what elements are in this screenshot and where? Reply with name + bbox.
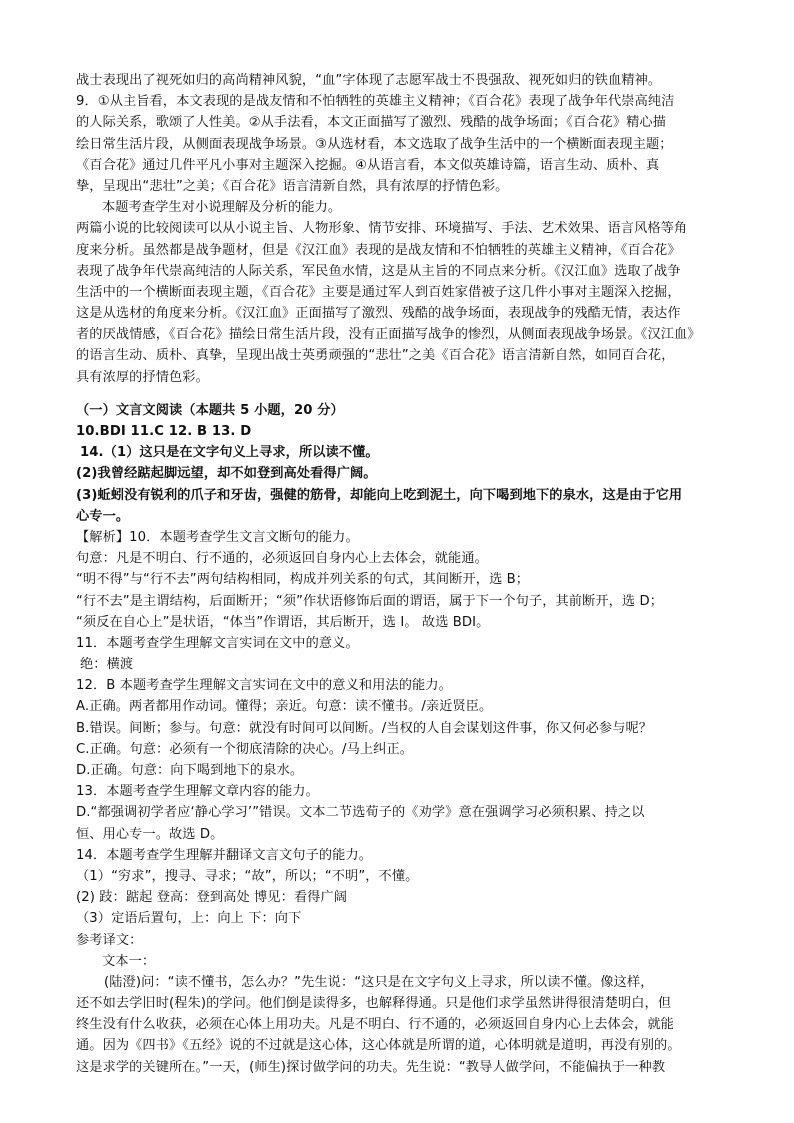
text-line: “须反在自心上”是状语，“体当”作谓语，其后断开，选 I。 故选 BDI。 — [76, 614, 490, 630]
text-line: 13．本题考查学生理解文章内容的能力。 — [76, 784, 319, 800]
text-line: 者的厌战情感，《百合花》描绘日常生活片段，没有正面描写战争的惨烈，从侧面表现战争场景。《汉江血》 — [76, 327, 701, 343]
text-line: D.“都强调初学者应‘静心学习’”错误。文本二节选荀子的《劝学》意在强调学习必须积累、持之以 — [76, 805, 645, 821]
text-line: 这是求学的关键所在。”一天，(师生)探讨做学问的功夫。先生说：“教导人做学问，不能偏执于一种教 — [76, 1059, 666, 1075]
text-line: 这是从选材的角度来分析。《汉江血》正面描写了激烈、残酷的战争场面，表现战争的残酷无情，表达作 — [76, 306, 681, 322]
text-line: 两篇小说的比较阅读可以从小说主旨、人物形象、情节安排、环境描写、手法、艺术效果、语言风格等角 — [76, 221, 688, 237]
text-line: 本题考查学生对小说理解及分析的能力。 — [102, 200, 342, 216]
text-line: 句意：凡是不明白、行不通的，必须返回自身内心上去体会，就能通。 — [76, 551, 488, 567]
text-line: (3)蚯蚓没有锐利的爪子和牙齿，强健的筋骨，却能向上吃到泥土，向下喝到地下的泉水，这是由于它用 — [76, 487, 683, 503]
text-line: 参考译文： — [76, 932, 143, 948]
text-line: 《百合花》通过几件平凡小事对主题深入挖掘。④从语言看，本文似英雄诗篇，语言生动、质朴、真 — [76, 157, 660, 173]
text-line: 通。因为《四书》《五经》说的不过就是这心体，这心体就是所谓的道，心体明就是道明，再没有别的。 — [76, 1038, 681, 1054]
text-line: (陆澄)问：“读不懂书，怎么办？”先生说：“这只是在文字句义上寻求，所以读不懂。像这样， — [104, 974, 654, 990]
text-line: 文本一： — [102, 953, 156, 969]
text-line: “明不得”与“行不去”两句结构相同，构成并列关系的句式，其间断开，选 B； — [76, 572, 530, 588]
text-line: 度来分析。虽然都是战争题材，但是《汉江血》表现的是战友情和不怕牺牲的英雄主义精神，《百合花》 — [76, 242, 681, 258]
text-line: （1）“穷求”，搜寻、寻求；“故”，所以；“不明”，不懂。 — [76, 868, 419, 884]
text-line: 生活中的一个横断面表现主题，《百合花》主要是通过军人到百姓家借被子这几件小事对主题深入挖掘， — [76, 284, 681, 300]
text-line: “行不去”是主谓结构，后面断开；“须”作状语修饰后面的谓语，属于下一个句子，其前断开，选 D； — [76, 593, 664, 609]
text-line: A.正确。两者都用作动词。懂得；亲近。句意：读不懂书。/亲近贤臣。 — [76, 699, 493, 715]
text-line: 10.BDI 11.C 12. B 13. D — [76, 424, 252, 439]
section-classical-chinese-answers — [76, 400, 721, 1078]
text-line: 14.（1）这只是在文字句义上寻求，所以读不懂。 — [80, 445, 379, 461]
text-line: 战士表现出了视死如归的高尚精神风貌，“血”字体现了志愿军战士不畏强敌、视死如归的铁血精神。 — [76, 73, 662, 88]
text-line: 表现了战争年代崇高纯洁的人际关系，军民鱼水情，这是从主旨的不同点来分析。《汉江血》选取了战争 — [76, 263, 681, 279]
text-line: 11．本题考查学生理解文言实词在文中的意义。 — [76, 635, 359, 651]
text-line: 挚，呈现出“悲壮”之美；《百合花》语言清新自然，具有浓厚的抒情色彩。 — [76, 178, 509, 194]
document-page — [76, 70, 721, 1078]
text-line: （3）定语后置句，上：向上 下：向下 — [76, 911, 302, 927]
section-novel-answers — [76, 70, 721, 388]
text-line: （一）文言文阅读（本题共 5 小题，20 分） — [76, 402, 344, 418]
text-line: 具有浓厚的抒情色彩。 — [76, 369, 209, 385]
text-line: 14．本题考查学生理解并翻译文言文句子的能力。 — [76, 847, 373, 863]
text-line: 还不如去学旧时(程朱)的学问。他们倒是读得多，也解释得通。只是他们求学虽然讲得很清楚明白，但 — [76, 996, 672, 1012]
text-line: 9．①从主旨看，本文表现的是战友情和不怕牺牲的英雄主义精神；《百合花》表现了战争年代崇高纯洁 — [76, 94, 675, 110]
text-line: D.正确。句意：向下喝到地下的泉水。 — [76, 763, 304, 778]
text-line: 心专一。 — [76, 508, 130, 524]
text-line: 【解析】10．本题考查学生文言文断句的能力。 — [76, 529, 359, 545]
section-gap — [76, 388, 721, 400]
text-line: 终生没有什么收获，必须在心体上用功夫。凡是不明白、行不通的，必须返回自身内心上去体会，就能 — [76, 1017, 674, 1033]
text-line: 的人际关系，歌颂了人性美。②从手法看，本文正面描写了激烈、残酷的战争场面；《百合花》精心描 — [76, 115, 666, 131]
text-line: 12．B 本题考查学生理解文言实词在文中的意义和用法的能力。 — [76, 678, 452, 694]
text-line: (2) 跂：踮起 登高：登到高处 博见：看得广阔 — [76, 890, 348, 906]
text-line: (2)我曾经踮起脚远望，却不如登到高处看得广阔。 — [76, 466, 377, 482]
text-line: B.错误。间断；参与。句意：就没有时间可以间断。/当权的人自会谋划这件事，你又何必参与呢？ — [76, 720, 653, 736]
text-line: 绝：横渡 — [80, 657, 134, 673]
text-line: C.正确。句意：必须有一个彻底清除的决心。/马上纠正。 — [76, 741, 414, 757]
text-line: 的语言生动、质朴、真挚，呈现出战士英勇顽强的“悲壮”之美《百合花》语言清新自然，如同百合花， — [76, 348, 675, 364]
text-line: 恒、用心专一。故选 D。 — [76, 826, 224, 842]
text-line: 绘日常生活片段，从侧面表现战争场景。③从选材看，本文选取了战争生活中的一个横断面表现主题； — [76, 136, 673, 152]
